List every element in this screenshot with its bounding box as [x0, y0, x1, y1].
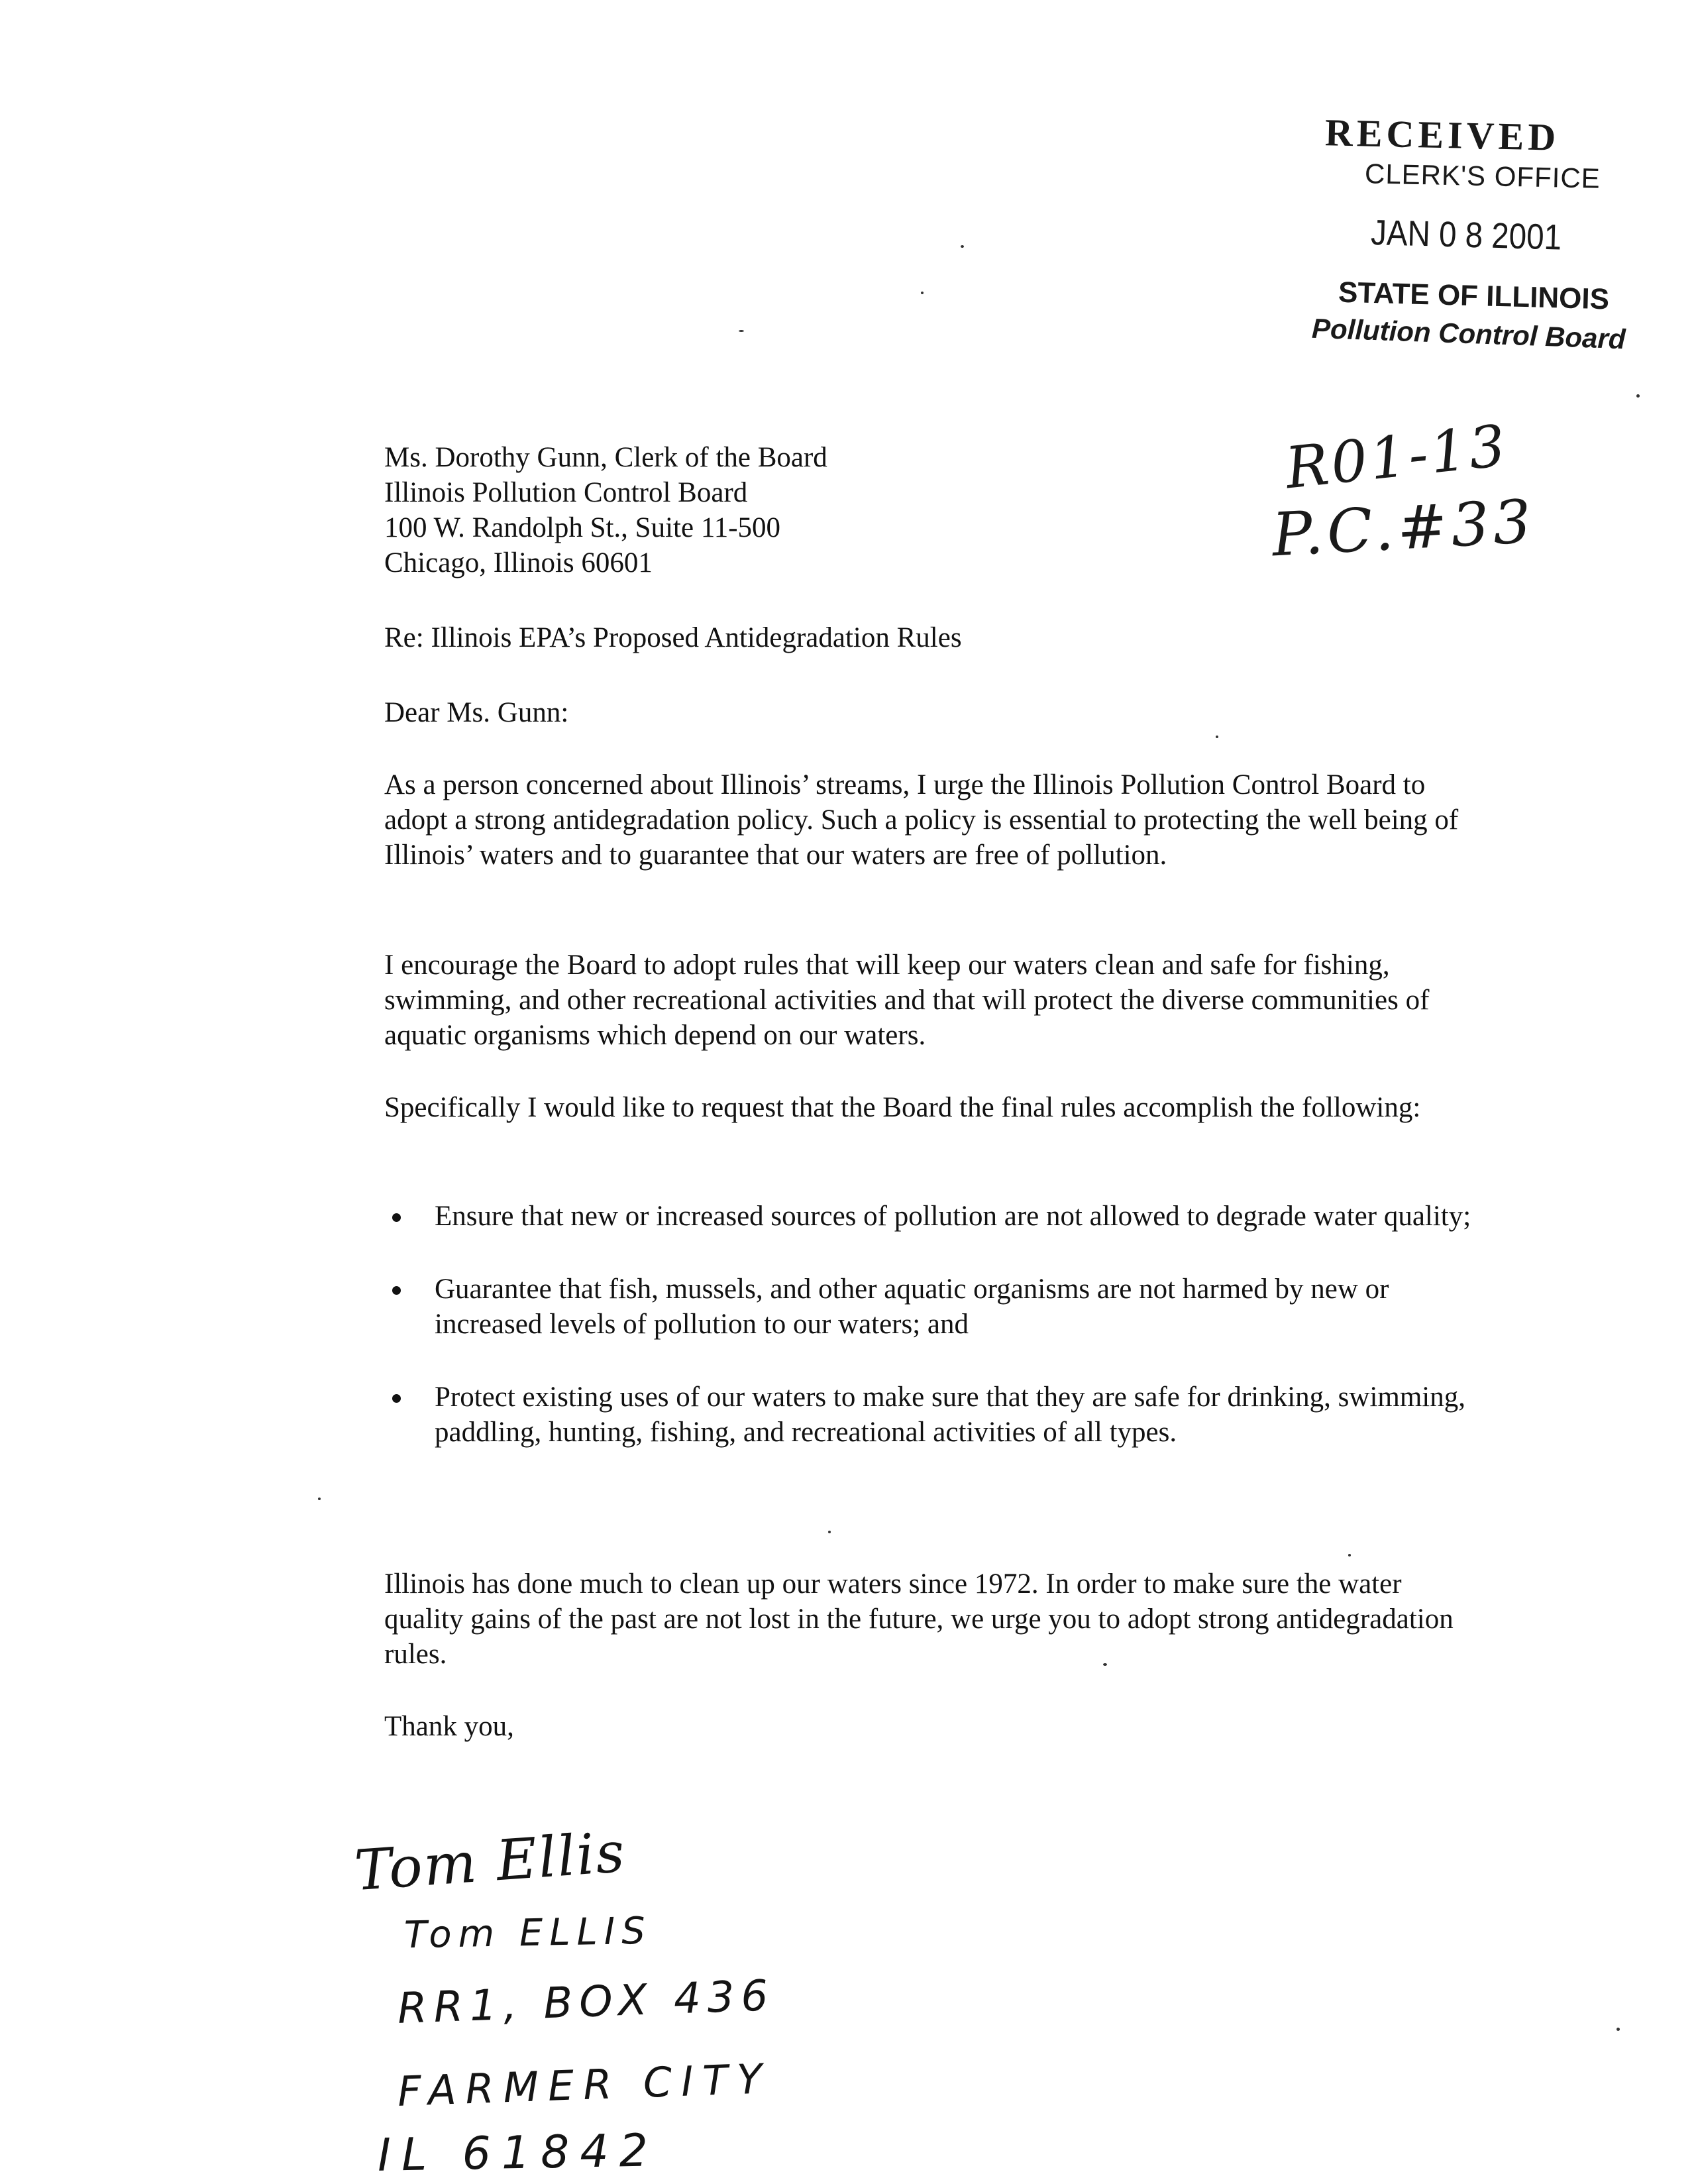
- paragraph-conclusion: Illinois has done much to clean up our waters since 1972. In order to make sure the water quality gains of the past are not lost in the future, we urge you to adopt strong antidegradation rules.: [384, 1568, 1454, 1670]
- paragraph-request: Specifically I would like to request that the Board the final rules accomplish the following:: [384, 1092, 1421, 1123]
- recipient-address: [384, 440, 1510, 580]
- bullet-icon: [392, 1286, 401, 1295]
- sender-address: RR1, BOX 436: [396, 1971, 776, 2034]
- salutation: Dear Ms. Gunn:: [384, 697, 569, 728]
- list-item-text: Guarantee that fish, mussels, and other aquatic organisms are not harmed by new or increased levels of pollution to our waters; and: [435, 1274, 1389, 1340]
- recipient-street: 100 W. Randolph St., Suite 11-500: [384, 512, 781, 543]
- sender-state-zip: IL 61842: [377, 2124, 659, 2182]
- public-comment-number: P.C.#33: [1270, 486, 1537, 571]
- recipient-organization: Illinois Pollution Control Board: [384, 477, 748, 508]
- scan-speck: [1216, 736, 1218, 738]
- scan-speck: [1616, 2028, 1620, 2031]
- scan-speck: [1348, 1554, 1351, 1556]
- scan-speck: [828, 1531, 831, 1533]
- list-item: [384, 1380, 1484, 1450]
- docket-number: R01-13: [1282, 412, 1511, 502]
- stamp-state: STATE OF ILLINOIS: [1338, 276, 1610, 316]
- list-item-text: Protect existing uses of our waters to make sure that they are safe for drinking, swimming, paddling, hunting, fishing, and recreational activities of all types.: [435, 1382, 1465, 1448]
- subject-line: Re: Illinois EPA’s Proposed Antidegradation Rules: [384, 622, 962, 653]
- recipient-name: Ms. Dorothy Gunn, Clerk of the Board: [384, 442, 827, 473]
- list-item-text: Ensure that new or increased sources of pollution are not allowed to degrade water quality;: [435, 1201, 1471, 1232]
- scan-speck: [1636, 394, 1640, 398]
- scan-speck: [1103, 1663, 1107, 1666]
- paragraph-intro: As a person concerned about Illinois’ streams, I urge the Illinois Pollution Control Board to adopt a strong antidegradation policy. Such a policy is essential to protecting the well being of Illinois’ waters and to guarantee that our waters are free of pollution.: [384, 769, 1459, 871]
- complimentary-closing: Thank you,: [384, 1711, 514, 1742]
- bullet-icon: [392, 1213, 401, 1222]
- stamp-office: CLERK'S OFFICE: [1364, 158, 1601, 194]
- scan-speck: [921, 292, 924, 294]
- handwritten-signature: Tom Ellis: [352, 1819, 628, 1904]
- letter-body: [384, 440, 1510, 1742]
- scan-speck: [961, 245, 964, 248]
- recipient-city: Chicago, Illinois 60601: [384, 547, 653, 578]
- scan-speck: [739, 330, 744, 332]
- request-list: [384, 1199, 1484, 1488]
- paragraph-encourage: I encourage the Board to adopt rules that will keep our waters clean and safe for fishing, swimming, and other recreational activities and that will protect the diverse communities of aquatic organisms which depend on our waters.: [384, 950, 1430, 1051]
- sender-name: Tom ELLIS: [403, 1909, 653, 1957]
- stamp-date: JAN 0 8 2001: [1370, 212, 1562, 258]
- sender-city: FARMER CITY: [396, 2054, 772, 2116]
- list-item: [384, 1272, 1484, 1342]
- stamp-received: RECEIVED: [1324, 111, 1560, 159]
- list-item: [384, 1199, 1484, 1234]
- bullet-icon: [392, 1394, 401, 1403]
- scan-speck: [318, 1498, 321, 1500]
- stamp-board: Pollution Control Board: [1311, 312, 1626, 355]
